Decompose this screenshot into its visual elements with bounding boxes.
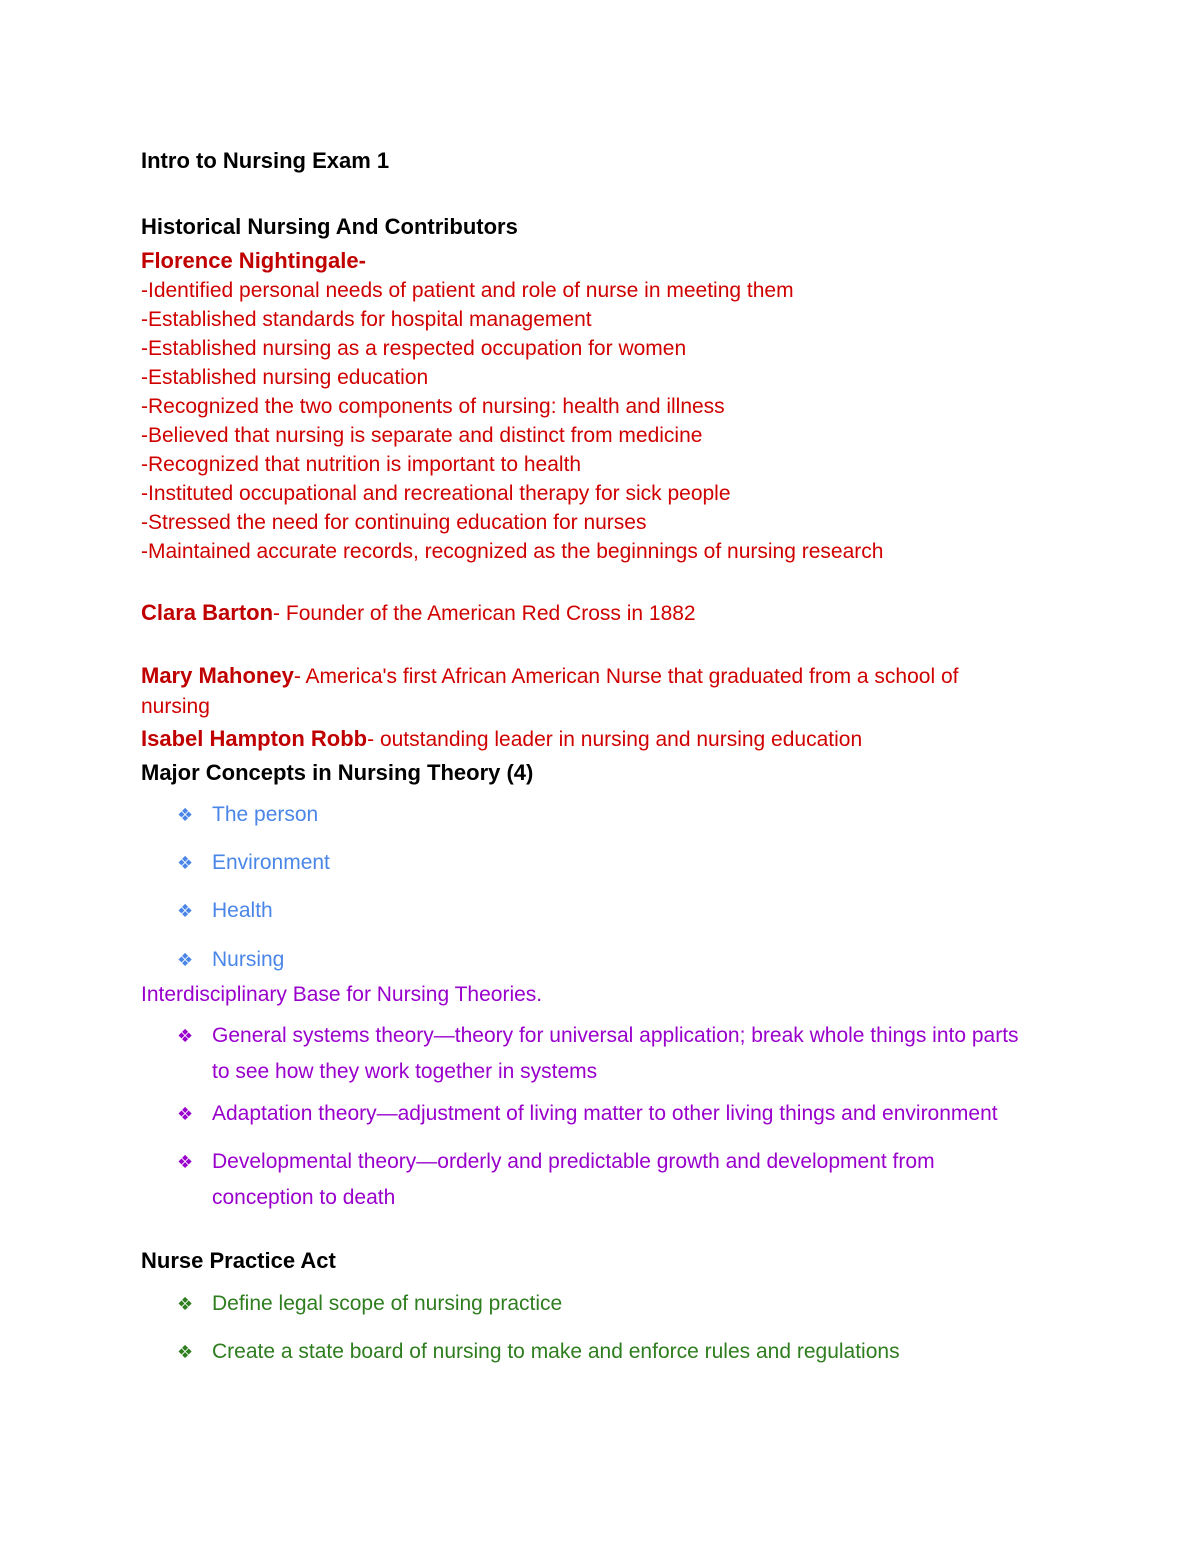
diamond-bullet-icon: ❖ [177,1342,194,1362]
barton-entry [141,598,1081,629]
concept-label: Environment [212,851,330,874]
diamond-bullet-icon: ❖ [177,1152,194,1172]
nightingale-point: -Recognized that nutrition is important to health [141,453,582,476]
practice-act-item: Create a state board of nursing to make and enforce rules and regulations [212,1340,900,1363]
mahoney-name: Mary Mahoney [141,663,294,688]
theory-line: conception to death [212,1186,396,1209]
theory-line: Adaptation theory—adjustment of living matter to other living things and environment [212,1102,998,1125]
list-item [141,1096,1052,1132]
list-item [141,797,1081,833]
diamond-bullet-icon: ❖ [177,853,194,873]
practice-act-list [141,1286,1081,1370]
nightingale-point: -Believed that nursing is separate and distinct from medicine [141,424,703,447]
spacer [141,566,1081,598]
mahoney-entry [141,661,1081,692]
nightingale-point: -Identified personal needs of patient and role of nurse in meeting them [141,279,794,302]
diamond-bullet-icon: ❖ [177,1294,194,1314]
section-heading-practice-act: Nurse Practice Act [141,1248,336,1273]
mahoney-desc: - America's first African American Nurse that graduated from a school of [293,665,959,688]
diamond-bullet-icon: ❖ [177,805,194,825]
nightingale-point: -Instituted occupational and recreational therapy for sick people [141,482,731,505]
interdisciplinary-list [141,1018,1081,1216]
diamond-bullet-icon: ❖ [177,950,194,970]
robb-name: Isabel Hampton Robb [141,726,368,751]
theory-line: to see how they work together in systems [212,1060,598,1083]
section-heading-historical: Historical Nursing And Contributors [141,214,518,239]
list-item [141,1334,1081,1370]
document-title: Intro to Nursing Exam 1 [141,148,390,173]
section-heading-concepts: Major Concepts in Nursing Theory (4) [141,760,534,785]
nightingale-point: -Stressed the need for continuing education for nurses [141,511,647,534]
spacer [141,629,1081,661]
theory-line: Developmental theory—orderly and predictable growth and development from [212,1150,935,1173]
list-item [141,1018,1052,1090]
diamond-bullet-icon: ❖ [177,1104,194,1124]
barton-name: Clara Barton [141,600,274,625]
nightingale-name: Florence Nightingale- [141,248,366,273]
practice-act-item: Define legal scope of nursing practice [212,1292,563,1315]
list-item [141,845,1081,881]
document-page [141,146,1081,1370]
diamond-bullet-icon: ❖ [177,1026,194,1046]
barton-desc: - Founder of the American Red Cross in 1882 [273,602,696,625]
nightingale-point: -Established standards for hospital management [141,308,592,331]
concept-label: Health [212,899,273,922]
list-item [141,1144,1052,1216]
nightingale-point: -Maintained accurate records, recognized as the beginnings of nursing research [141,540,884,563]
spacer [141,1216,1081,1246]
list-item [141,942,1081,978]
concept-label: The person [212,803,319,826]
robb-desc: - outstanding leader in nursing and nursing education [367,728,863,751]
nightingale-point: -Established nursing education [141,366,429,389]
spacer [141,176,1081,212]
theory-line: General systems theory—theory for universal application; break whole things into parts [212,1024,1019,1047]
interdisciplinary-heading: Interdisciplinary Base for Nursing Theories. [141,983,543,1006]
mahoney-desc-continued: nursing [141,695,210,718]
nightingale-point: -Established nursing as a respected occupation for women [141,337,687,360]
robb-entry [141,722,1081,756]
nightingale-points [141,276,1081,566]
list-item [141,893,1081,929]
concept-label: Nursing [212,948,285,971]
list-item [141,1286,1081,1322]
nightingale-point: -Recognized the two components of nursing: health and illness [141,395,725,418]
concepts-list [141,797,1081,978]
diamond-bullet-icon: ❖ [177,901,194,921]
